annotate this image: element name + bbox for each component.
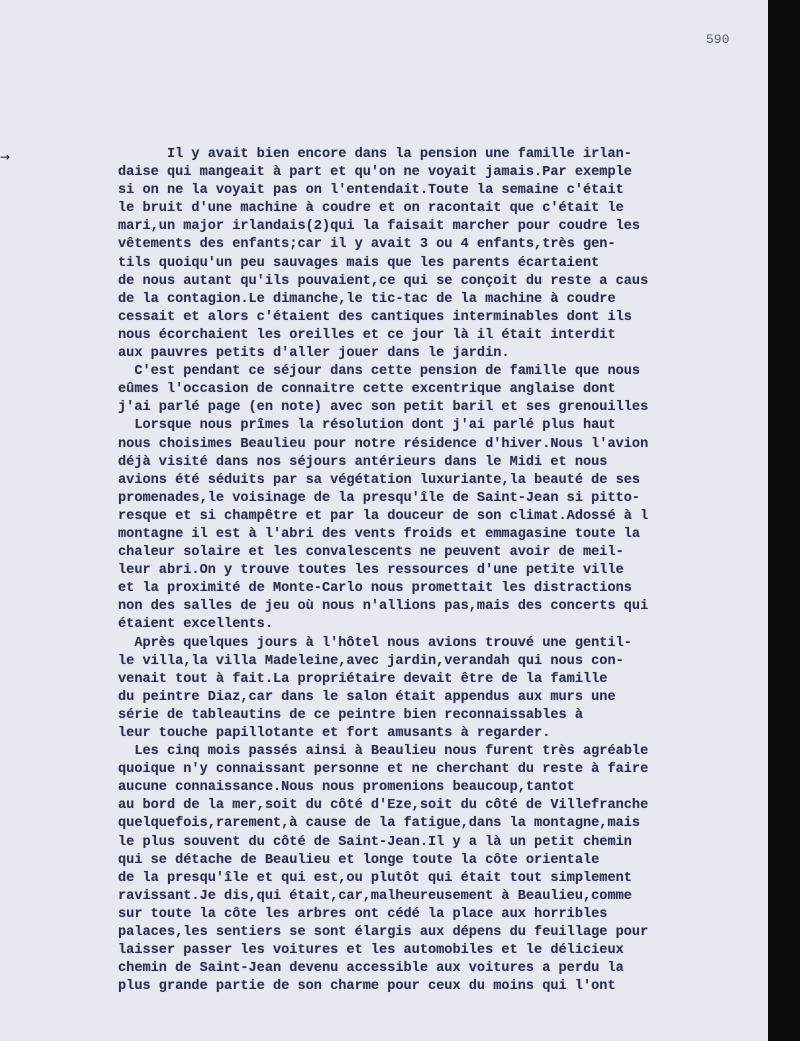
text-line: promenades,le voisinage de la presqu'île de Saint-Jean si pitto- xyxy=(118,490,641,506)
text-line: vêtements des enfants;car il y avait 3 ou 4 enfants,très gen- xyxy=(118,237,616,253)
text-line: chaleur solaire et les convalescents ne peuvent avoir de meil- xyxy=(118,545,624,561)
text-line: eûmes l'occasion de connaitre cette excentrique anglaise dont xyxy=(118,382,616,398)
text-line: tils quoiqu'un peu sauvages mais que les parents écartaient xyxy=(118,255,600,271)
text-line: plus grande partie de son charme pour ceux du moins qui l'ont xyxy=(118,979,616,995)
text-line: montagne il est à l'abri des vents froids et emmagasine toute la xyxy=(118,526,641,542)
text-line: le bruit d'une machine à coudre et on racontait que c'était le xyxy=(118,201,624,217)
text-line: mari,un major irlandais(2)qui la faisait marcher pour coudre les xyxy=(118,219,641,235)
text-line: de la contagion.Le dimanche,le tic-tac de la machine à coudre xyxy=(118,291,616,307)
text-line: série de tableautins de ce peintre bien reconnaissables à xyxy=(118,707,583,723)
text-line: aux pauvres petits d'aller jouer dans le jardin. xyxy=(118,346,510,362)
text-line: palaces,les sentiers se sont élargis aux dépens du feuillage pour xyxy=(118,925,649,941)
text-line: quoique n'y connaissant personne et ne cherchant du reste à faire xyxy=(118,762,649,778)
text-line: ravissant.Je dis,qui était,car,malheureusement à Beaulieu,comme xyxy=(118,888,632,904)
text-line: et la proximité de Monte-Carlo nous promettait les distractions xyxy=(118,581,632,597)
scan-edge xyxy=(768,0,800,1041)
text-line: cessait et alors c'étaient des cantiques interminables dont ils xyxy=(118,309,632,325)
text-line: du peintre Diaz,car dans le salon était appendus aux murs une xyxy=(118,689,616,705)
text-line: laisser passer les voitures et les automobiles et le délicieux xyxy=(118,943,624,959)
text-line: Il y avait bien encore dans la pension une famille irlan- xyxy=(118,147,632,162)
text-line: sur toute la côte les arbres ont cédé la place aux horribles xyxy=(118,906,608,922)
text-line: chemin de Saint-Jean devenu accessible aux voitures a perdu la xyxy=(118,961,624,977)
text-line: le plus souvent du côté de Saint-Jean.Il y a là un petit chemin xyxy=(118,834,632,850)
text-line: Lorsque nous prîmes la résolution dont j'ai parlé plus haut xyxy=(118,418,616,434)
text-line: leur abri.On y trouve toutes les ressources d'une petite ville xyxy=(118,563,624,579)
text-line: de nous autant qu'ils pouvaient,ce qui se conçoit du reste a caus xyxy=(118,273,649,289)
typewritten-text xyxy=(118,146,768,996)
text-line: venait tout à fait.La propriétaire devait être de la famille xyxy=(118,671,608,687)
text-line: nous choisimes Beaulieu pour notre résidence d'hiver.Nous l'avion xyxy=(118,436,649,452)
text-line: quelquefois,rarement,à cause de la fatigue,dans la montagne,mais xyxy=(118,816,641,832)
text-line: si on ne la voyait pas on l'entendait.Toute la semaine c'était xyxy=(118,183,624,199)
margin-arrow-mark: → xyxy=(0,150,11,164)
text-line: qui se détache de Beaulieu et longe toute la côte orientale xyxy=(118,852,600,868)
text-line: leur touche papillotante et fort amusants à regarder. xyxy=(118,726,551,741)
text-line: aucune connaissance.Nous nous promenions beaucoup,tantot xyxy=(118,780,575,796)
text-line: au bord de la mer,soit du côté d'Eze,soit du côté de Villefranche xyxy=(118,798,649,814)
text-line: Après quelques jours à l'hôtel nous avions trouvé une gentil- xyxy=(118,635,632,651)
text-line: le villa,la villa Madeleine,avec jardin,verandah qui nous con- xyxy=(118,653,624,669)
text-line: avions été séduits par sa végétation luxuriante,la beauté de ses xyxy=(118,472,641,488)
text-line: déjà visité dans nos séjours antérieurs dans le Midi et nous xyxy=(118,454,608,470)
text-line: C'est pendant ce séjour dans cette pension de famille que nous xyxy=(118,364,641,380)
text-line: j'ai parlé page (en note) avec son petit baril et ses grenouilles xyxy=(118,400,649,416)
text-line: étaient excellents. xyxy=(118,617,273,633)
page-number: 590 xyxy=(706,32,730,47)
text-line: nous écorchaient les oreilles et ce jour là il était interdit xyxy=(118,327,616,343)
text-line: non des salles de jeu où nous n'allions pas,mais des concerts qui xyxy=(118,599,649,615)
text-line: Les cinq mois passés ainsi à Beaulieu nous furent très agréable xyxy=(118,744,649,760)
text-line: de la presqu'île et qui est,ou plutôt qui était tout simplement xyxy=(118,870,632,886)
text-line: daise qui mangeait à part et qu'on ne voyait jamais.Par exemple xyxy=(118,165,632,181)
text-line: resque et si champêtre et par la douceur de son climat.Adossé à l xyxy=(118,508,649,524)
